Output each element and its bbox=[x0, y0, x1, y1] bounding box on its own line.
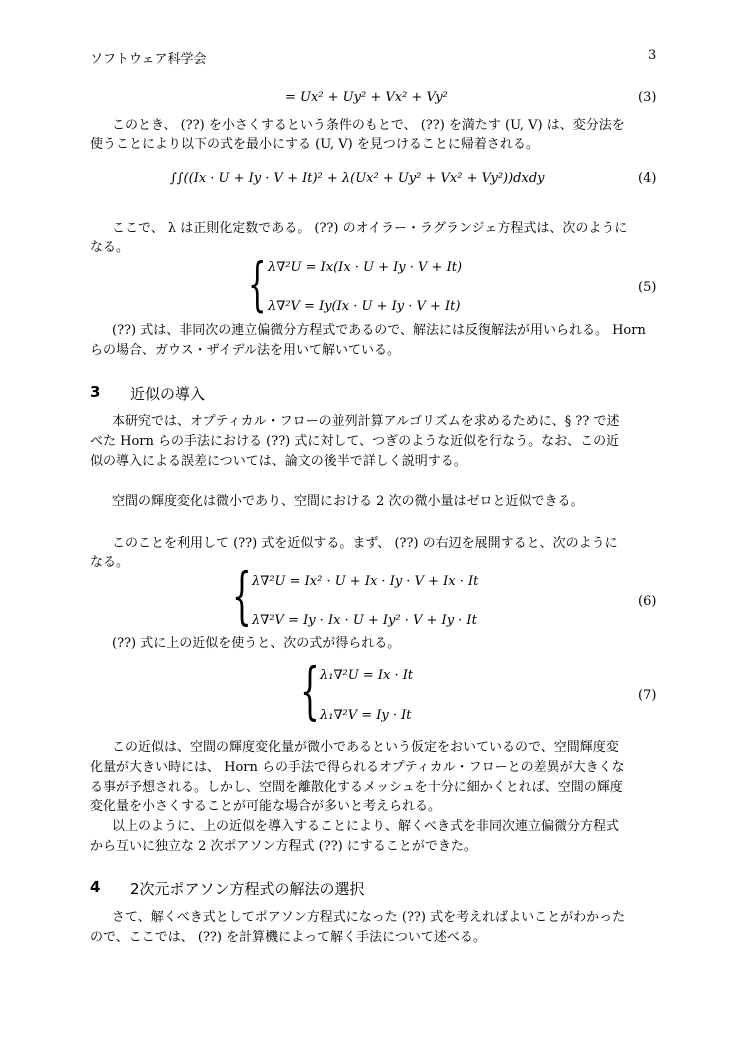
paragraph-line: (??) 式に上の近似を使うと、次の式が得られる。 bbox=[112, 636, 401, 651]
equation-3-number: (3) bbox=[638, 90, 657, 105]
paragraph-line: このとき、 (??) を小さくするという条件のもとで、 (??) を満たす (U, V) は、変分法を bbox=[112, 118, 625, 133]
section-number: 4 bbox=[90, 878, 101, 896]
running-header-journal: ソフトウェア科学会 bbox=[90, 52, 207, 67]
paragraph-line: 本研究では、オプティカル・フローの並列計算アルゴリズムを求めるために、§ ?? で述 bbox=[112, 414, 620, 429]
equation-6-line-1: λ∇²U = Ix² · U + Ix · Iy · V + Ix · It bbox=[252, 574, 479, 589]
equation-4: ∫∫((Ix · U + Iy · V + It)² + λ(Ux² + Uy² + Vx² + Vy²))dxdy bbox=[170, 171, 545, 186]
left-brace: { bbox=[300, 654, 320, 727]
equation-4-number: (4) bbox=[638, 171, 657, 186]
paragraph-line: 変化量を小さくすることが可能な場合が多いと考えられる。 bbox=[90, 799, 442, 814]
equation-6-line-2: λ∇²V = Iy · Ix · U + Iy² · V + Iy · It bbox=[252, 613, 477, 628]
paragraph-line: ので、ここでは、 (??) を計算機によって解く手法について述べる。 bbox=[90, 930, 486, 945]
paragraph-line: このことを利用して (??) 式を近似する。まず、 (??) の右辺を展開すると、次のように bbox=[112, 536, 618, 551]
section-title: 2次元ポアソン方程式の解法の選択 bbox=[130, 880, 365, 898]
page-number: 3 bbox=[648, 48, 657, 63]
section-title: 近似の導入 bbox=[130, 385, 206, 403]
paragraph-line: (??) 式は、非同次の連立偏微分方程式であるので、解法には反復解法が用いられる。 Horn bbox=[112, 323, 646, 338]
left-brace: { bbox=[232, 559, 252, 632]
paragraph-line: さて、解くべき式としてポアソン方程式になった (??) 式を考えればよいことがわかった bbox=[112, 910, 626, 925]
equation-7-line-2: λ₁∇²V = Iy · It bbox=[320, 708, 412, 723]
paragraph-line: 似の導入による誤差については、論文の後半で詳しく説明する。 bbox=[90, 454, 467, 469]
paragraph-line: この近似は、空間の輝度変化量が微小であるという仮定をおいているので、空間輝度変 bbox=[112, 740, 619, 755]
paragraph-line: なる。 bbox=[90, 555, 130, 570]
paragraph-line: 以上のように、上の近似を導入することにより、解くべき式を非同次連立偏微分方程式 bbox=[112, 819, 620, 834]
paragraph-line: 使うことにより以下の式を最小にする (U, V) を見つけることに帰着される。 bbox=[90, 137, 539, 152]
assumption-statement: 空間の輝度変化は微小であり、空間における 2 次の微小量はゼロと近似できる。 bbox=[112, 494, 584, 509]
equation-6-number: (6) bbox=[638, 594, 657, 609]
paragraph-line: 化量が大きい時には、 Horn らの手法で得られるオプティカル・フローとの差異が大きくな bbox=[90, 760, 625, 775]
equation-5-line-1: λ∇²U = Ix(Ix · U + Iy · V + It) bbox=[268, 260, 463, 275]
equation-7-line-1: λ₁∇²U = Ix · It bbox=[320, 668, 414, 683]
paragraph-line: なる。 bbox=[90, 240, 130, 255]
paragraph-line: べた Horn らの手法における (??) 式に対して、つぎのような近似を行なう。なお、この近 bbox=[90, 434, 620, 449]
left-brace: { bbox=[248, 250, 267, 318]
paragraph-line: る事が予想される。しかし、空間を離散化するメッシュを十分に細かくとれば、空間の輝度 bbox=[90, 780, 623, 795]
equation-3: = Ux² + Uy² + Vx² + Vy² bbox=[285, 90, 448, 105]
paragraph-line: らの場合、ガウス・ザイデル法を用いて解いている。 bbox=[90, 343, 401, 358]
equation-5-line-2: λ∇²V = Iy(Ix · U + Iy · V + It) bbox=[268, 299, 461, 314]
paragraph-line: から互いに独立な 2 次ポアソン方程式 (??) にすることができた。 bbox=[90, 839, 477, 854]
paragraph-line: ここで、 λ は正則化定数である。 (??) のオイラー・ラグランジェ方程式は、次のように bbox=[112, 221, 628, 236]
section-number: 3 bbox=[90, 383, 101, 401]
equation-5-number: (5) bbox=[638, 280, 657, 295]
equation-7-number: (7) bbox=[638, 688, 657, 703]
